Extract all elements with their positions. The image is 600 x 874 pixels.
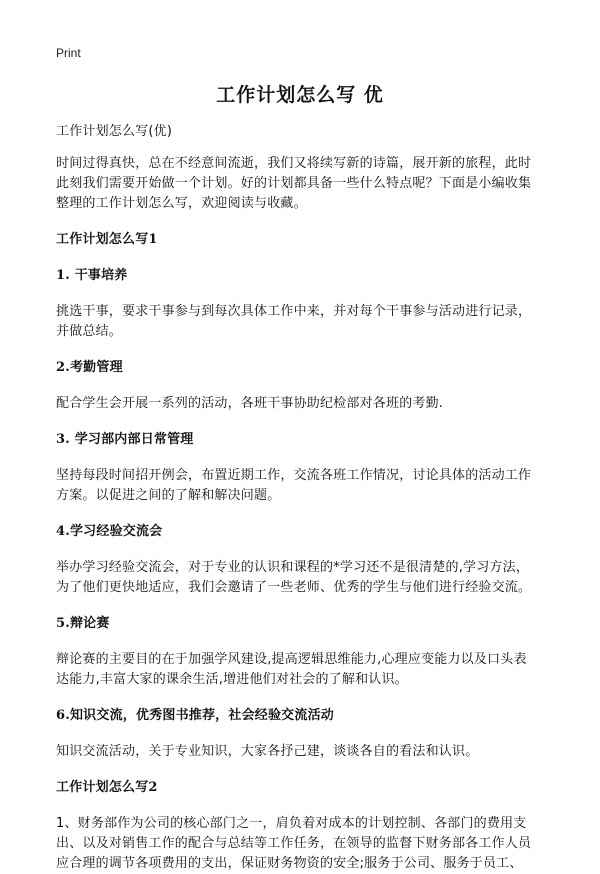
page-title: 工作计划怎么写 优 — [216, 84, 384, 106]
paragraph-line: 为了他们更快地适应，我们会邀请了一些老师、优秀的学生与他们进行经验交流。 — [56, 580, 532, 595]
item-paragraph — [56, 302, 552, 342]
paragraph-line: 方案。以促进之间的了解和解决问题。 — [56, 488, 281, 503]
paragraph-line: 并做总结。 — [56, 324, 123, 339]
document-body — [56, 122, 552, 874]
section-heading: 工作计划怎么写2 — [56, 780, 158, 795]
section-heading: 工作计划怎么写1 — [56, 232, 158, 247]
subtitle: 工作计划怎么写(优) — [56, 124, 173, 139]
item-heading: 5.辩论赛 — [56, 616, 110, 631]
paragraph-line: 举办学习经验交流会，对于专业的认识和课程的*学习还不是很清楚的,学习方法， — [56, 560, 530, 575]
paragraph-line: 应合理的调节各项费用的支出，保证财务物资的安全;服务于公司、服务于员工、 — [56, 856, 523, 871]
intro-paragraph — [56, 154, 552, 214]
intro-line: 整理的工作计划怎么写，欢迎阅读与收藏。 — [56, 196, 307, 211]
item-paragraph — [56, 394, 552, 414]
item-paragraph — [56, 650, 552, 690]
item-heading: 3. 学习部内部日常管理 — [56, 432, 194, 447]
print-label: Print — [56, 46, 81, 60]
item-paragraph — [56, 466, 552, 506]
item-heading: 2.考勤管理 — [56, 360, 123, 375]
item-heading: 6.知识交流，优秀图书推荐，社会经验交流活动 — [56, 708, 334, 723]
paragraph-line: 坚持每段时间招开例会，布置近期工作，交流各班工作情况，讨论具体的活动工作 — [56, 468, 532, 483]
item-paragraph — [56, 742, 552, 762]
item-paragraph — [56, 558, 552, 598]
paragraph-line: 出、以及对销售工作的配合与总结等工作任务，在领导的监督下财务部各工作人员 — [56, 836, 532, 851]
section2-paragraph — [56, 814, 552, 874]
paragraph-line: 1、财务部作为公司的核心部门之一，肩负着对成本的计划控制、各部门的费用支 — [56, 816, 527, 831]
paragraph-line: 辩论赛的主要目的在于加强学风建设,提高逻辑思维能力,心理应变能力以及口头表 — [56, 652, 527, 667]
item-heading: 4.学习经验交流会 — [56, 524, 163, 539]
item-heading: 1. 干事培养 — [56, 268, 128, 283]
paragraph-line: 知识交流活动，关于专业知识，大家各抒己建，谈谈各自的看法和认识。 — [56, 744, 479, 759]
intro-line: 此刻我们需要开始做一个计划。好的计划都具备一些什么特点呢？下面是小编收集 — [56, 176, 532, 191]
paragraph-line: 配合学生会开展一系列的活动，各班干事协助纪检部对各班的考勤. — [56, 396, 444, 411]
paragraph-line: 达能力,丰富大家的课余生活,增进他们对社会的了解和认识。 — [56, 672, 408, 687]
intro-line: 时间过得真快，总在不经意间流逝，我们又将续写新的诗篇，展开新的旅程，此时 — [56, 156, 532, 171]
paragraph-line: 挑选干事，要求干事参与到每次具体工作中来，并对每个干事参与活动进行记录， — [56, 304, 532, 319]
